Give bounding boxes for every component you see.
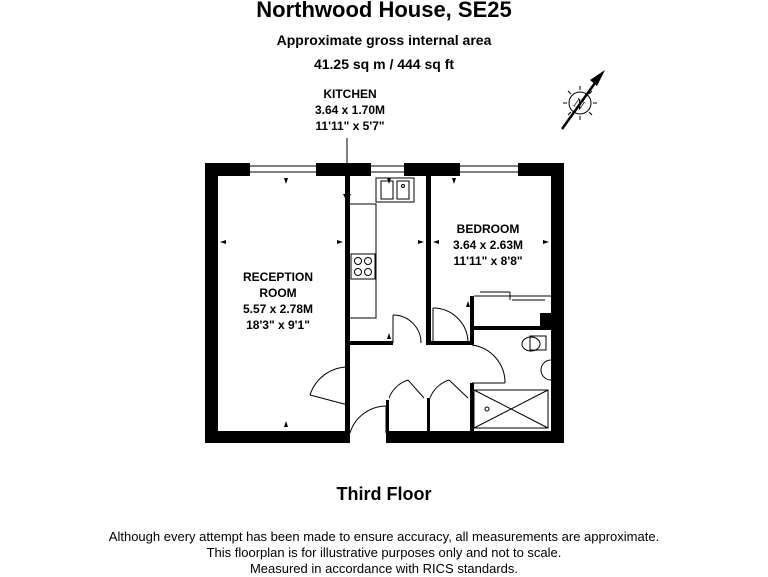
disclaimer-line-1: Although every attempt has been made to ensure accuracy, all measurements are approximate.	[108, 529, 660, 544]
area-value: 41.25 sq m / 444 sq ft	[313, 56, 455, 72]
kitchen-imperial: 11'11" x 5'7"	[315, 119, 385, 133]
compass-letter: N	[570, 96, 588, 115]
compass-icon	[562, 70, 605, 129]
bedroom-door	[433, 308, 468, 343]
cupboard-doors	[389, 380, 468, 398]
plan-title: Northwood House, SE25	[256, 0, 512, 22]
kitchen-name: KITCHEN	[323, 87, 377, 101]
reception-imperial: 18'3" x 9'1"	[246, 318, 310, 332]
kitchen-metric: 3.64 x 1.70M	[314, 103, 386, 117]
entrance-door	[310, 367, 348, 405]
front-door	[350, 406, 386, 433]
windows	[250, 166, 518, 172]
hob-icon	[351, 254, 375, 279]
disclaimer-line-2: This floorplan is for illustrative purposes only and not to scale.	[206, 545, 562, 560]
kitchen-label	[295, 86, 405, 134]
basin-icon	[541, 360, 551, 380]
shower-tray-icon	[474, 390, 548, 428]
wardrobe-icon	[474, 292, 551, 300]
reception-label	[228, 269, 328, 333]
area-caption: Approximate gross internal area	[276, 32, 492, 48]
reception-name-line1: RECEPTION	[242, 270, 313, 284]
reception-name-line2: ROOM	[259, 286, 297, 300]
floor-label: Third Floor	[336, 484, 432, 504]
bedroom-imperial: 11'11" x 8'8"	[453, 254, 523, 268]
reception-metric: 5.57 x 2.78M	[242, 302, 314, 316]
bedroom-label	[448, 221, 528, 269]
disclaimer-line-3: Measured in accordance with RICS standards.	[249, 561, 519, 576]
disclaimer	[0, 529, 768, 577]
bathroom-door	[472, 345, 505, 383]
kitchen-door	[393, 315, 421, 343]
bedroom-name: BEDROOM	[456, 222, 520, 236]
toilet-icon	[522, 336, 546, 351]
bedroom-metric: 3.64 x 2.63M	[452, 238, 524, 252]
sink-icon	[381, 181, 409, 199]
